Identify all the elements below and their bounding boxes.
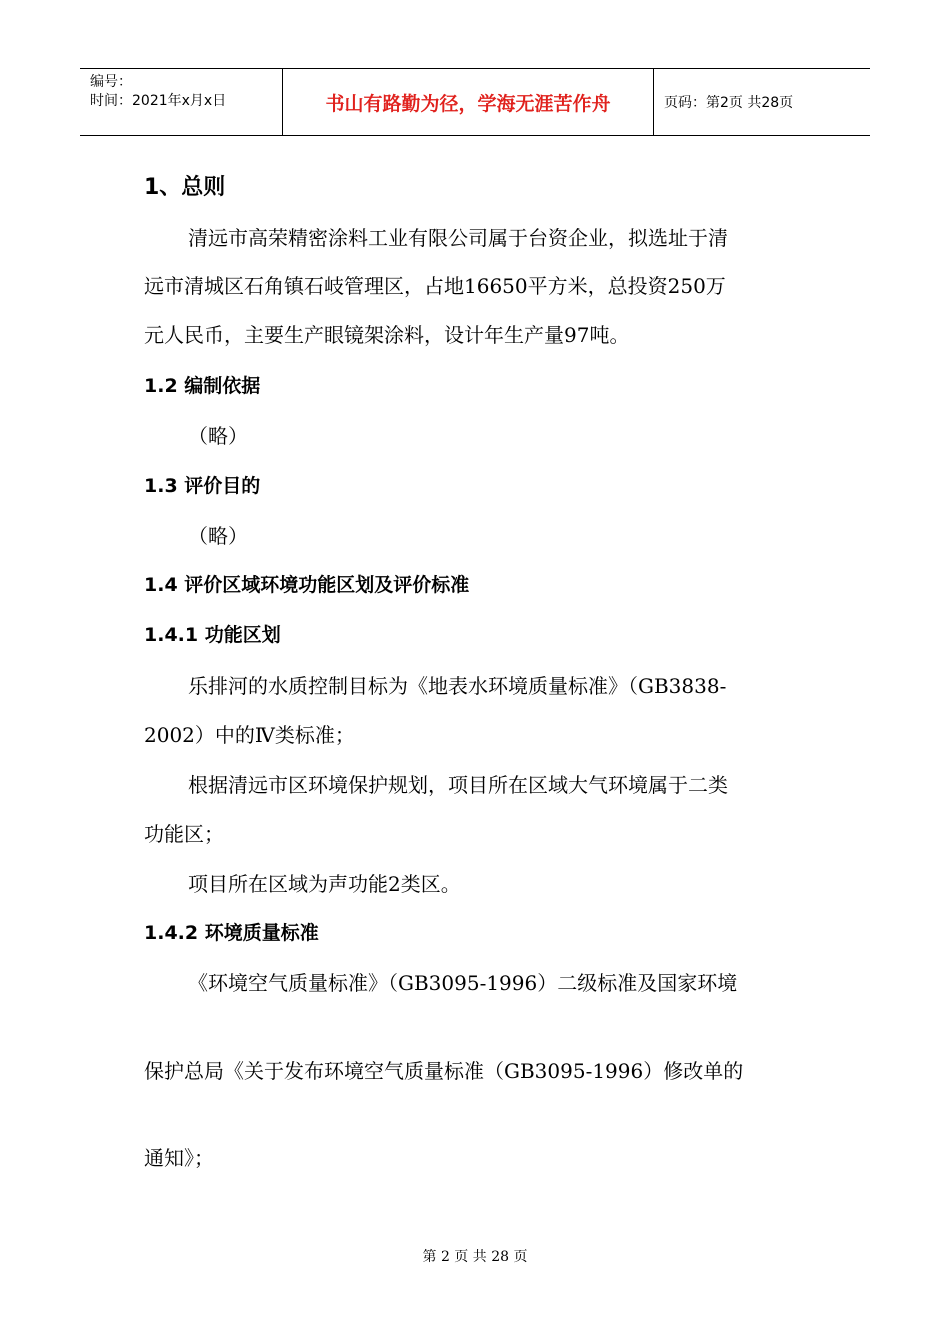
section-title-functional-zoning: 1.4.1 功能区划 <box>144 624 281 646</box>
paragraph-line: 乐排河的水质控制目标为《地表水环境质量标准》（GB3838- <box>188 674 727 698</box>
section-title-general: 1、总则 <box>144 175 226 200</box>
header-motto: 书山有路勤为径，学海无涯苦作舟 <box>282 69 654 135</box>
paragraph-line: 清远市高荣精密涂料工业有限公司属于台资企业，拟选址于清 <box>188 226 728 250</box>
header-table <box>80 68 870 136</box>
paragraph-line: 根据清远市区环境保护规划，项目所在区域大气环境属于二类 <box>188 773 728 797</box>
section-title-zoning-standards: 1.4 评价区域环境功能区划及评价标准 <box>144 574 470 596</box>
paragraph-line: 功能区； <box>144 822 224 846</box>
paragraph-line: 元人民币，主要生产眼镜架涂料，设计年生产量97吨。 <box>144 323 630 347</box>
header-page-info: 页码：第2页 共28页 <box>664 95 794 111</box>
section-title-basis: 1.2 编制依据 <box>144 375 261 397</box>
paragraph-line: 通知》； <box>144 1146 214 1170</box>
header-info-cell <box>80 69 282 135</box>
paragraph-line: 2002）中的Ⅳ类标准； <box>144 723 355 747</box>
page-footer: 第 2 页 共 28 页 <box>422 1249 528 1265</box>
section-title-purpose: 1.3 评价目的 <box>144 475 261 497</box>
omitted-text: （略） <box>188 424 248 448</box>
paragraph-line: 项目所在区域为声功能2类区。 <box>188 872 461 896</box>
document-date: 时间：2021年x月x日 <box>90 93 227 109</box>
section-title-quality-standards: 1.4.2 环境质量标准 <box>144 922 319 944</box>
paragraph-line: 保护总局《关于发布环境空气质量标准（GB3095-1996）修改单的 <box>144 1059 744 1083</box>
paragraph-line: 《环境空气质量标准》（GB3095-1996）二级标准及国家环境 <box>188 971 738 995</box>
paragraph-line: 远市清城区石角镇石岐管理区，占地16650平方米，总投资250万 <box>144 274 726 298</box>
document-number: 编号： <box>90 74 132 90</box>
omitted-text: （略） <box>188 524 248 548</box>
